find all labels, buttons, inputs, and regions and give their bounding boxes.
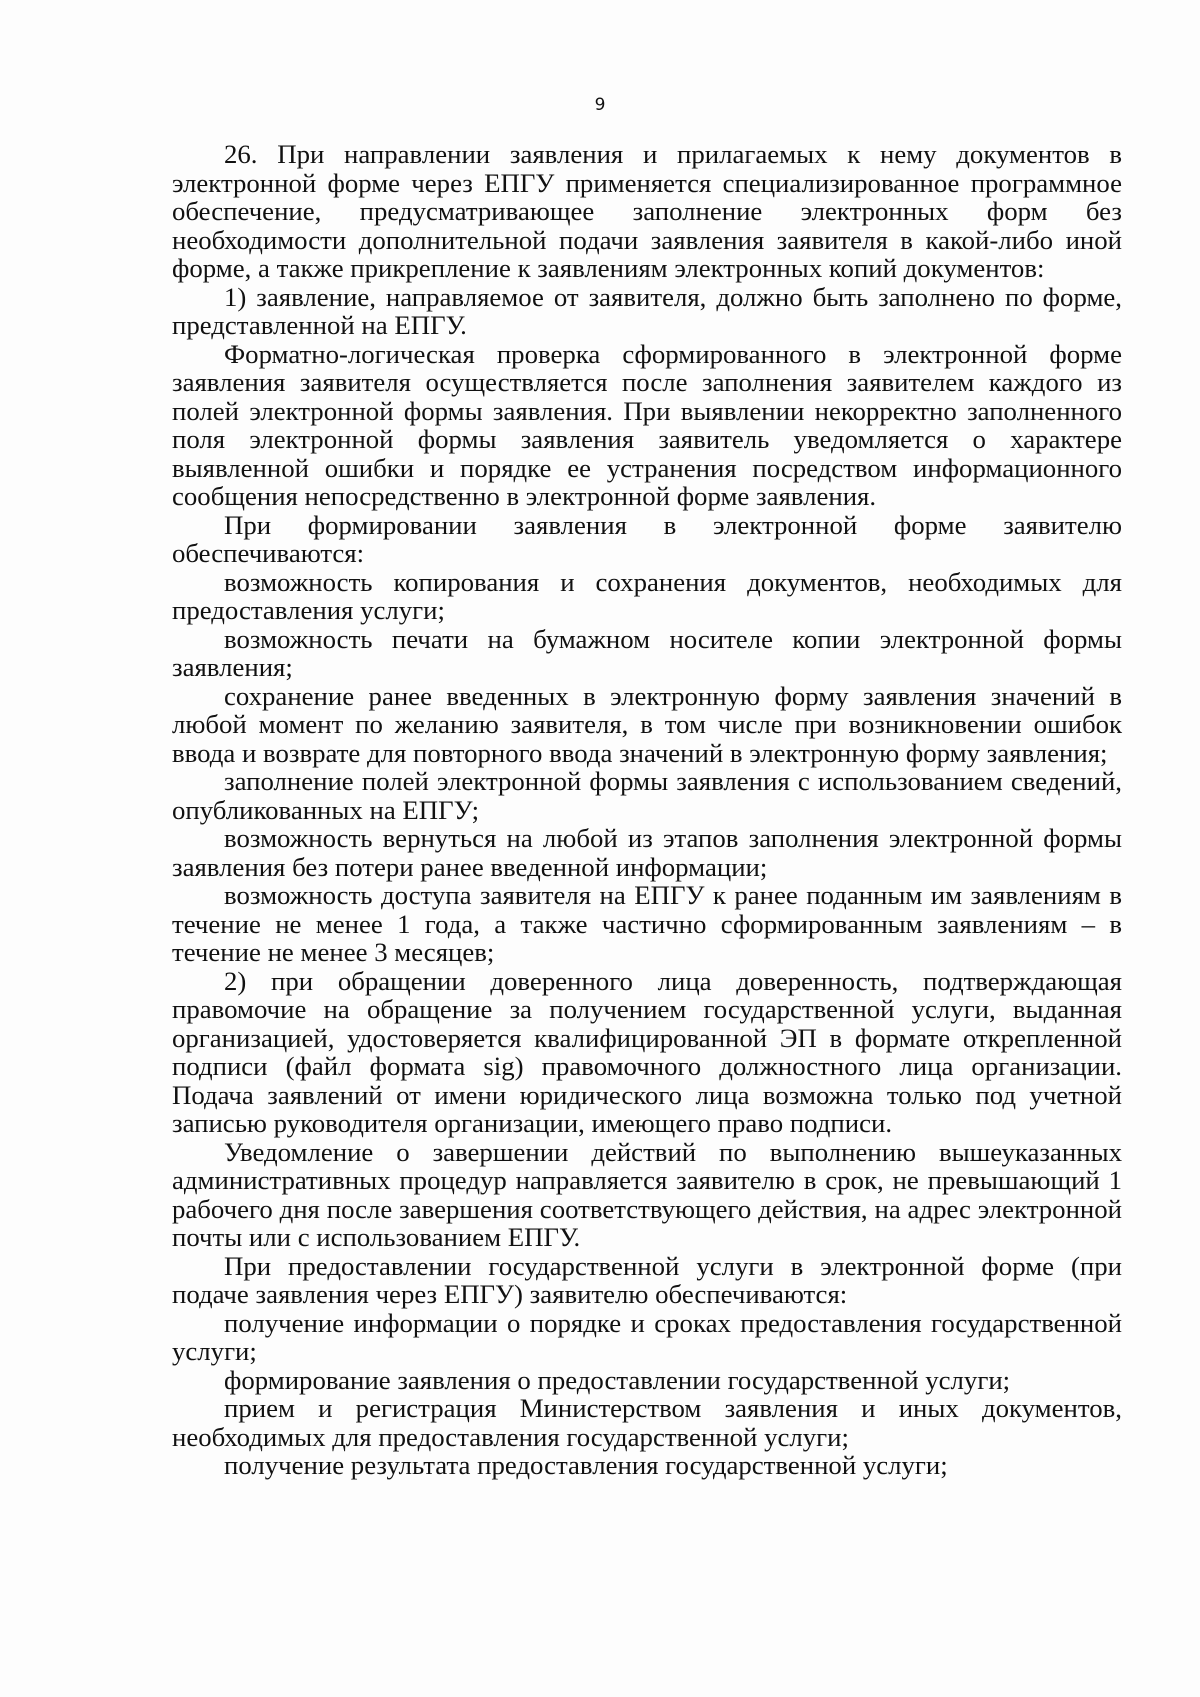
paragraph: 2) при обращении доверенного лица доверенность, подтверждающая правомочие на обращение за получением государственной услуги, выданная организацией, удостоверяется квалифицированной ЭП в формате открепленной подписи (файл формата sig) правомочного должностного лица организации. Подача заявлений от имени юридического лица возможна только под учетной записью руководителя организации, имеющего право подписи. <box>172 965 1122 1138</box>
page-number: 9 <box>594 95 606 115</box>
paragraph: заполнение полей электронной формы заявления с использованием сведений, опубликованных на ЕПГУ; <box>172 766 1122 825</box>
paragraph: Форматно-логическая проверка сформированного в электронной форме заявления заявителя осуществляется после заполнения заявителем каждого из полей электронной формы заявления. При выявлении некорректно заполненного поля электронной формы заявления заявитель уведомляется о характере выявленной ошибки и порядке ее устранения посредством информационного сообщения непосредственно в электронной форме заявления. <box>172 338 1122 511</box>
paragraph: возможность печати на бумажном носителе копии электронной формы заявления; <box>172 623 1122 682</box>
paragraph: сохранение ранее введенных в электронную форму заявления значений в любой момент по желанию заявителя, в том числе при возникновении ошибок ввода и возврате для повторного ввода значений в электронную форму заявления; <box>172 680 1122 768</box>
document-body <box>172 140 1122 1480</box>
paragraph: 26. При направлении заявления и прилагаемых к нему документов в электронной форме через ЕПГУ применяется специализированное программное обеспечение, предусматривающее заполнение электронных форм без необходимости дополнительной подачи заявления заявителя в какой-либо иной форме, а также прикрепление к заявлениям электронных копий документов: <box>172 139 1122 283</box>
paragraph: При предоставлении государственной услуги в электронной форме (при подаче заявления через ЕПГУ) заявителю обеспечиваются: <box>172 1250 1122 1309</box>
paragraph: возможность вернуться на любой из этапов заполнения электронной формы заявления без потери ранее введенной информации; <box>172 823 1122 882</box>
paragraph: получение информации о порядке и сроках предоставления государственной услуги; <box>172 1307 1122 1366</box>
paragraph: Уведомление о завершении действий по выполнению вышеуказанных административных процедур направляется заявителю в срок, не превышающий 1 рабочего дня после завершения соответствующего действия, на адрес электронной почты или с использованием ЕПГУ. <box>172 1136 1122 1252</box>
paragraph: возможность копирования и сохранения документов, необходимых для предоставления услуги; <box>172 566 1122 625</box>
paragraph: возможность доступа заявителя на ЕПГУ к ранее поданным им заявлениям в течение не менее 1 года, а также частично сформированным заявлениям – в течение не менее 3 месяцев; <box>172 880 1122 967</box>
paragraph: прием и регистрация Министерством заявления и иных документов, необходимых для предоставления государственной услуги; <box>172 1393 1122 1452</box>
paragraph: 1) заявление, направляемое от заявителя, должно быть заполнено по форме, представленной на ЕПГУ. <box>172 281 1122 340</box>
paragraph: формирование заявления о предоставлении государственной услуги; <box>224 1364 1011 1395</box>
paragraph: При формировании заявления в электронной форме заявителю обеспечиваются: <box>172 509 1122 568</box>
paragraph: получение результата предоставления государственной услуги; <box>224 1450 948 1480</box>
